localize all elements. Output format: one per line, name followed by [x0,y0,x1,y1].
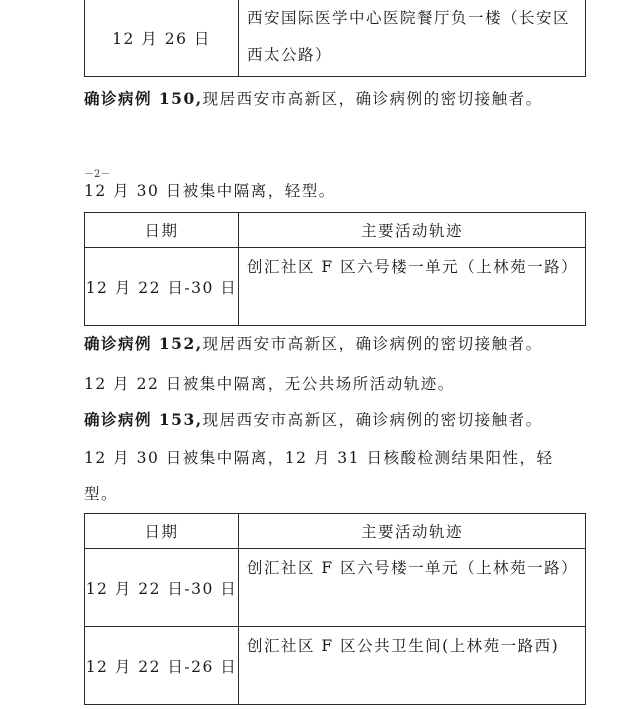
case-150-text: 现居西安市高新区，确诊病例的密切接触者。 [202,90,543,108]
case-150-line [84,87,543,109]
activity-cell: 创汇社区 F 区六号楼一单元（上林苑一路） [239,248,586,326]
date-cell: 12 月 22 日-30 日 [85,248,239,326]
case-153-continued: 12 月 30 日被集中隔离，12 月 31 日核酸检测结果阳性，轻 [84,449,554,467]
header-activity: 主要活动轨迹 [239,213,586,248]
top-activity-table [84,0,586,77]
table-header-row [85,213,586,248]
case-153-line [84,408,543,430]
table-row [85,549,586,627]
case-153-title: 确诊病例 153, [84,410,203,429]
activity-cell: 创汇社区 F 区六号楼一单元（上林苑一路） [239,549,586,627]
page-number: －2－ [84,169,111,180]
case-150-continued: 12 月 30 日被集中隔离，轻型。 [84,182,336,200]
table-row [85,627,586,705]
case-152-text: 现居西安市高新区，确诊病例的密切接触者。 [202,335,543,353]
case-152-title: 确诊病例 152, [84,334,203,353]
case-152-continued: 12 月 22 日被集中隔离，无公共场所活动轨迹。 [84,375,455,393]
activity-cell: 西安国际医学中心医院餐厅负一楼（长安区西太公路） [239,0,586,77]
table-row [85,248,586,326]
case-153-table [84,513,586,705]
date-cell: 12 月 22 日-30 日 [85,549,239,627]
case-153-continued-2: 型。 [84,485,119,503]
header-activity: 主要活动轨迹 [239,514,586,549]
case-153-text: 现居西安市高新区，确诊病例的密切接触者。 [202,411,543,429]
case-150-title: 确诊病例 150, [84,89,203,108]
header-date: 日期 [85,213,239,248]
date-cell: 12 月 22 日-26 日 [85,627,239,705]
date-cell: 12 月 26 日 [85,0,239,77]
activity-cell: 创汇社区 F 区公共卫生间(上林苑一路西) [239,627,586,705]
case-150-table [84,212,586,326]
header-date: 日期 [85,514,239,549]
case-152-line [84,332,543,354]
table-header-row [85,514,586,549]
table-row [85,0,586,77]
